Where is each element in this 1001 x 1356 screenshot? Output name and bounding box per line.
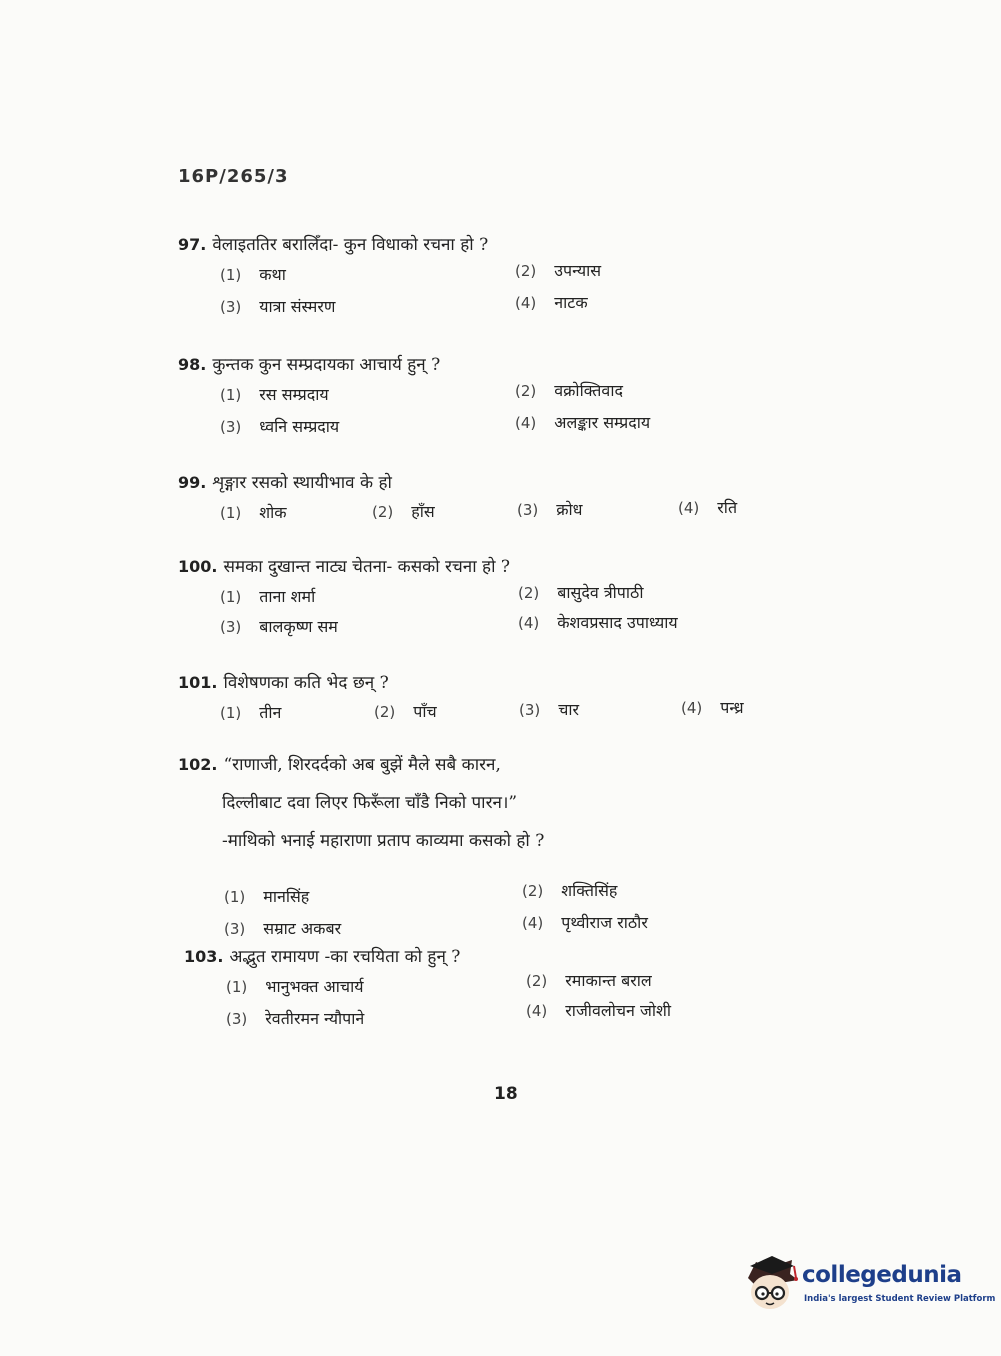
question-number: 97. xyxy=(178,235,207,254)
question-number: 99. xyxy=(178,473,207,492)
option-1: (1) कथा xyxy=(220,265,286,284)
question-98 xyxy=(178,352,798,436)
question-verse-line: दिल्लीबाट दवा लिएर फिरूँला चाँडै निको पारन।” xyxy=(222,793,518,813)
option-1: (1) भानुभक्त आचार्य xyxy=(226,977,364,996)
option-4: (4) अलङ्कार सम्प्रदाय xyxy=(515,413,651,432)
option-2: (2) उपन्यास xyxy=(515,261,602,280)
question-prompt: -माथिको भनाई महाराणा प्रताप काव्यमा कसको हो ? xyxy=(222,831,545,851)
brand-name: collegedunia xyxy=(802,1262,962,1288)
option-1: (1) रस सम्प्रदाय xyxy=(220,385,329,404)
question-number: 100. xyxy=(178,557,218,576)
question-99 xyxy=(178,470,798,522)
page-number: 18 xyxy=(494,1084,518,1104)
question-number: 103. xyxy=(184,947,224,966)
option-2: (2) शक्तिसिंह xyxy=(522,881,618,900)
option-4: (4) नाटक xyxy=(515,293,588,312)
option-1: (1) ताना शर्मा xyxy=(220,587,316,606)
question-text: वेलाइततिर बरालिँदा- कुन विधाको रचना हो ? xyxy=(212,235,489,255)
option-4: (4) रति xyxy=(678,498,738,517)
collegedunia-logo xyxy=(742,1252,996,1314)
option-3: (3) रेवतीरमन न्यौपाने xyxy=(226,1009,365,1028)
question-text: कुन्तक कुन सम्प्रदायका आचार्य हुन् ? xyxy=(212,355,441,375)
option-2: (2) पाँच xyxy=(374,702,437,721)
question-text: समका दुखान्त नाट्य चेतना- कसको रचना हो ? xyxy=(223,557,510,577)
question-100 xyxy=(178,554,798,636)
question-101 xyxy=(178,670,798,722)
question-text: “राणाजी, शिरदर्दको अब बुझें मैले सबै कारन, xyxy=(223,755,501,775)
option-2: (2) हाँस xyxy=(372,502,435,521)
option-3: (3) बालकृष्ण सम xyxy=(220,617,338,636)
option-3: (3) चार xyxy=(519,700,580,719)
question-number: 98. xyxy=(178,355,207,374)
question-102 xyxy=(178,752,798,938)
question-text: विशेषणका कति भेद छन् ? xyxy=(223,673,389,693)
question-number: 102. xyxy=(178,755,218,774)
option-2: (2) रमाकान्त बराल xyxy=(526,971,652,990)
option-4: (4) केशवप्रसाद उपाध्याय xyxy=(518,613,678,632)
question-97 xyxy=(178,232,798,316)
option-2: (2) बासुदेव त्रीपाठी xyxy=(518,583,644,602)
option-3: (3) क्रोध xyxy=(517,500,583,519)
option-3: (3) यात्रा संस्मरण xyxy=(220,297,336,316)
option-1: (1) शोक xyxy=(220,503,287,522)
option-3: (3) सम्राट अकबर xyxy=(224,919,342,938)
question-text: शृङ्गार रसको स्थायीभाव के हो xyxy=(212,473,392,493)
option-1: (1) तीन xyxy=(220,703,282,722)
option-4: (4) राजीवलोचन जोशी xyxy=(526,1001,672,1020)
question-text: अद्भुत रामायण -का रचयिता को हुन् ? xyxy=(229,947,461,967)
option-3: (3) ध्वनि सम्प्रदाय xyxy=(220,417,340,436)
question-number: 101. xyxy=(178,673,218,692)
paper-code: 16P/265/3 xyxy=(178,166,289,187)
question-103 xyxy=(184,944,804,1028)
option-2: (2) वक्रोक्तिवाद xyxy=(515,381,623,400)
mascot-icon xyxy=(742,1252,800,1314)
option-4: (4) पन्ध्र xyxy=(681,698,744,717)
brand-tagline: India's largest Student Review Platform xyxy=(804,1294,996,1304)
option-1: (1) मानसिंह xyxy=(224,887,310,906)
option-4: (4) पृथ्वीराज राठौर xyxy=(522,913,648,932)
